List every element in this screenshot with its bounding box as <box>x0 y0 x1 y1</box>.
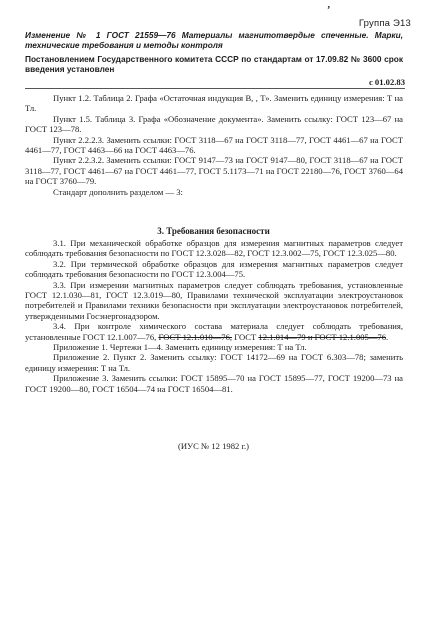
effective-date: с 01.02.83 <box>368 77 405 87</box>
appendix-item: Приложение 1. Чертежи 1—4. Заменить единицу измерения: Т на Тл. <box>53 342 307 353</box>
decree-text <box>25 54 403 74</box>
section-body <box>25 238 403 394</box>
amendments-block <box>25 93 403 197</box>
amendment-item: Стандарт дополнить разделом — 3: <box>53 186 183 197</box>
section-paragraph: 3.3. При измерении магнитных параметров следует соблюдать требования, установленные ГОСТ 12.1.030—81, ГОСТ 12.3.019—80, Правилами технической эксплуатации электроустановок потребителей и Правилами техники безопасности при эксплуатации электроустановок потребителей, утвержденными Госэнергонадзором. <box>25 279 403 321</box>
amendment-item: Пункт 1.2. Таблица 2. Графа «Остаточная индукция B, , Т». Заменить единицу измерения: Т на Тл. <box>25 93 403 114</box>
publication-note: (ИУС № 12 1982 г.) <box>177 441 250 451</box>
p34-mid: ГОСТ <box>232 331 257 342</box>
appendix-item: Приложение 2. Пункт 2. Заменить ссылку: ГОСТ 14172—69 на ГОСТ 6.303—78; заменить единицу измерения: Т на Тл. <box>25 352 403 373</box>
p34-end: . <box>386 331 389 342</box>
section-paragraph: 3.2. При термической обработке образцов для измерения магнитных параметров следует соблюдать требования безопасности по ГОСТ 12.3.004—75. <box>25 258 403 280</box>
amendment-item: Пункт 1.5. Таблица 3. Графа «Обозначение документа». Заменить ссылку: ГОСТ 123—67 на ГОСТ 123—78. <box>25 113 403 135</box>
corner-mark: ʼ <box>327 5 331 16</box>
section-paragraph-3-4 <box>25 321 403 342</box>
date-divider <box>25 88 405 89</box>
section-title: 3. Требования безопасности <box>157 226 270 236</box>
section-paragraph: 3.1. При механической обработке образцов для измерения магнитных параметров следует соблюдать требования безопасности по ГОСТ 12.3.028—82, ГОСТ 12.3.002—75, ГОСТ 12.3.025—80. <box>25 238 403 259</box>
p34-start: 3.4. При контроле химического состава материала следует соблюдать требования, установленные ГОСТ 12.1.007—76, <box>25 321 403 342</box>
amendment-title: Изменение № 1 ГОСТ 21559—76 Материалы магнитотвердые спеченные. Марки, технические требования и методы контроля <box>25 30 403 50</box>
group-code: Группа Э13 <box>358 18 411 29</box>
p34-struck-text: ГОСТ 12.1.010—76, <box>158 331 233 342</box>
amendment-item: Пункт 2.2.3.2. Заменить ссылки: ГОСТ 9147—73 на ГОСТ 9147—80, ГОСТ 3118—67 на ГОСТ 3118—77, ГОСТ 4461—67 на ГОСТ 4461—77, ГОСТ 5.1173—71 на ГОСТ 22180—76, ГОСТ 3760—64 на ГОСТ 3760—79. <box>25 155 403 187</box>
decree-bold: Постановлением Государственного комитета СССР по стандартам от 17.09.82 № 3600 срок введения установлен <box>25 54 403 74</box>
p34-struck-text: 12.1.014—79 и ГОСТ 12.1.005—76 <box>258 331 387 342</box>
amendment-item: Пункт 2.2.2.3. Заменить ссылки: ГОСТ 3118—67 на ГОСТ 3118—77, ГОСТ 4461—67 на ГОСТ 4461—77, ГОСТ 4463—66 на ГОСТ 4463—76. <box>25 134 403 156</box>
appendix-item: Приложение 3. Заменить ссылки: ГОСТ 15895—70 на ГОСТ 15895—77, ГОСТ 19200—73 на ГОСТ 19200—80, ГОСТ 16504—74 на ГОСТ 16504—81. <box>25 373 403 394</box>
